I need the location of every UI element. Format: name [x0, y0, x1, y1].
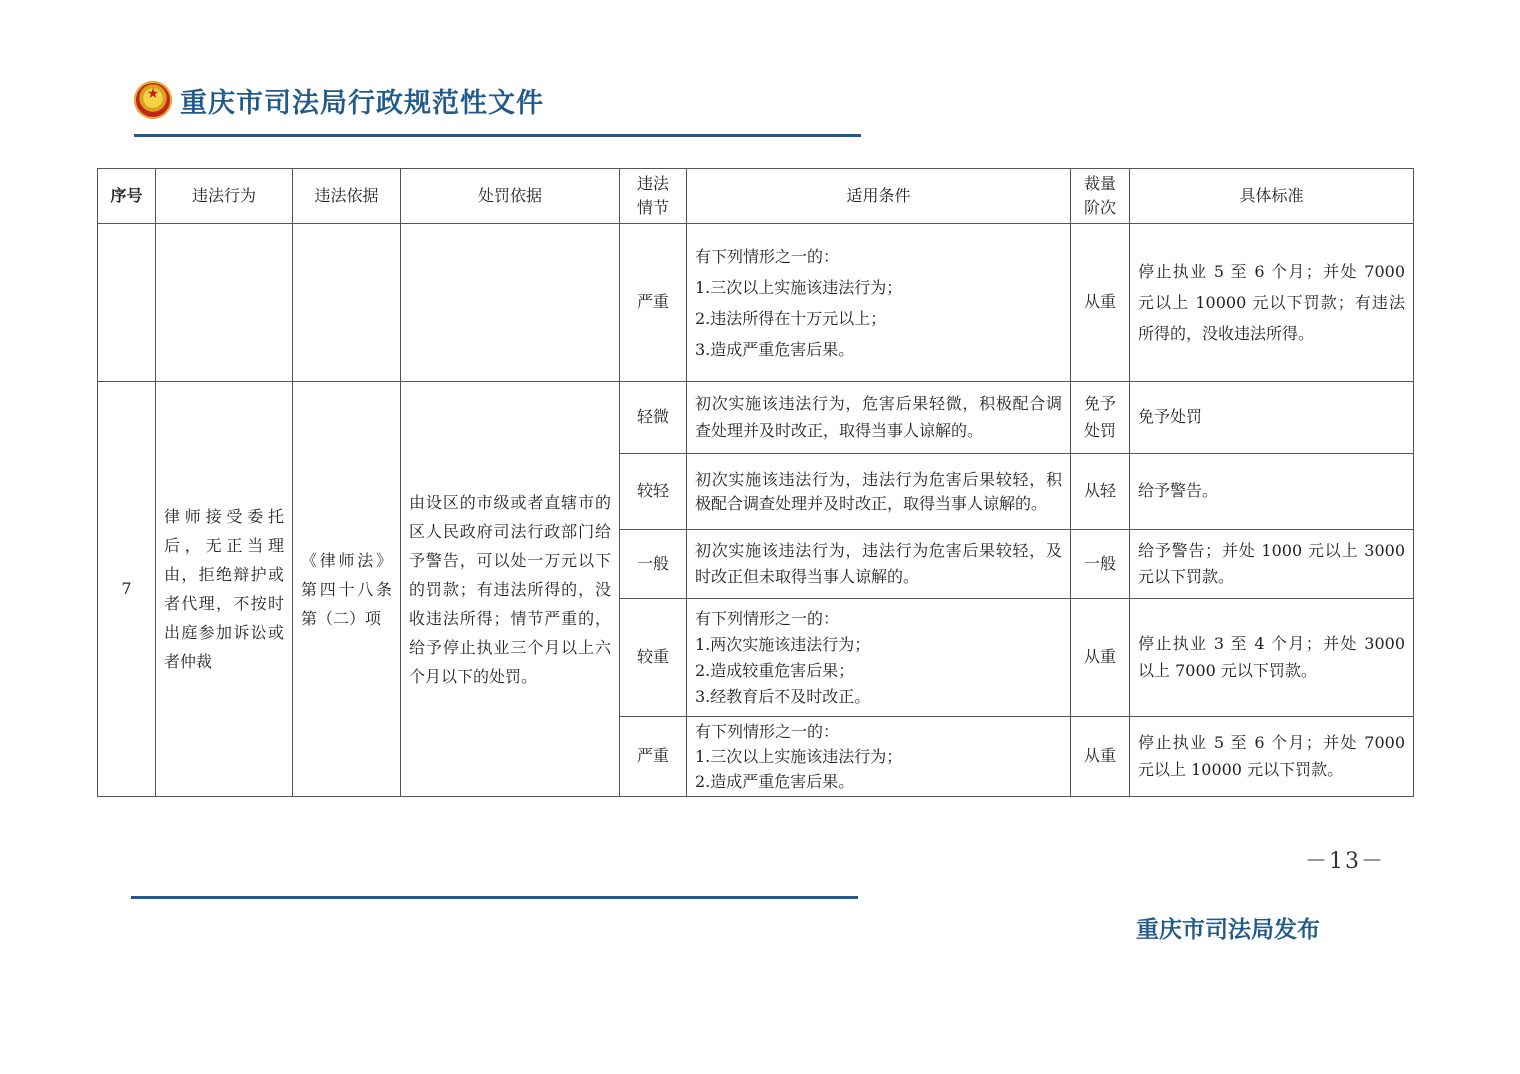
standard-cell: 免予处罚	[1130, 382, 1414, 454]
conditions-cell	[687, 717, 1071, 797]
level-cell: 从重	[1071, 717, 1130, 797]
cell-empty	[401, 224, 620, 382]
header-title: 重庆市司法局行政规范性文件	[180, 87, 544, 119]
condition-line: 1.两次实施该违法行为；	[695, 634, 871, 654]
level-cell: 一般	[1071, 530, 1130, 599]
col-header-circumstance: 违法 情节	[620, 169, 687, 224]
circumstance-cell: 较重	[620, 599, 687, 717]
header-rule	[134, 134, 861, 137]
level-cell: 从轻	[1071, 454, 1130, 530]
national-emblem-icon	[134, 81, 172, 119]
level-cell: 免予 处罚	[1071, 382, 1130, 454]
conditions-cell: 初次实施该违法行为，危害后果轻微，积极配合调查处理并及时改正，取得当事人谅解的。	[687, 382, 1071, 454]
behavior-cell: 律师接受委托后，无正当理由，拒绝辩护或者代理，不按时出庭参加诉讼或者仲裁	[156, 382, 293, 797]
condition-line: 2.造成严重危害后果。	[695, 772, 855, 791]
footer-rule	[131, 896, 858, 899]
col-header-legal-basis: 违法依据	[293, 169, 401, 224]
circumstance-cell: 较轻	[620, 454, 687, 530]
conditions-cell	[687, 224, 1071, 382]
col-header-conditions: 适用条件	[687, 169, 1071, 224]
cell-empty	[98, 224, 156, 382]
table-row	[98, 224, 1414, 382]
condition-line: 有下列情形之一的：	[695, 246, 840, 266]
standard-cell: 停止执业 3 至 4 个月；并处 3000 以上 7000 元以下罚款。	[1130, 599, 1414, 717]
col-header-level: 裁量 阶次	[1071, 169, 1130, 224]
circumstance-cell: 严重	[620, 717, 687, 797]
condition-line: 1.三次以上实施该违法行为；	[695, 747, 903, 766]
penalty-standard-table	[97, 168, 1414, 797]
circumstance-cell: 一般	[620, 530, 687, 599]
document-header	[134, 78, 544, 122]
standard-cell: 给予警告；并处 1000 元以上 3000 元以下罚款。	[1130, 530, 1414, 599]
condition-line: 3.经教育后不及时改正。	[695, 686, 871, 706]
page-number: －13－	[1305, 849, 1385, 874]
legal-basis-cell: 《律师法》第四十八条第（二）项	[293, 382, 401, 797]
condition-line: 1.三次以上实施该违法行为；	[695, 277, 903, 297]
condition-line: 有下列情形之一的：	[695, 608, 840, 628]
standard-cell: 给予警告。	[1130, 454, 1414, 530]
publisher-label: 重庆市司法局发布	[1136, 917, 1320, 943]
circumstance-cell: 轻微	[620, 382, 687, 454]
cell-empty	[156, 224, 293, 382]
table-row	[98, 382, 1414, 454]
cell-empty	[293, 224, 401, 382]
circumstance-cell: 严重	[620, 224, 687, 382]
conditions-cell: 初次实施该违法行为，违法行为危害后果较轻，积极配合调查处理并及时改正，取得当事人谅解的。	[687, 454, 1071, 530]
condition-line: 3.造成严重危害后果。	[695, 339, 855, 359]
condition-line: 有下列情形之一的：	[695, 722, 840, 741]
condition-line: 2.造成较重危害后果；	[695, 660, 855, 680]
col-header-penalty-basis: 处罚依据	[401, 169, 620, 224]
standard-cell: 停止执业 5 至 6 个月；并处 7000 元以上 10000 元以下罚款。	[1130, 717, 1414, 797]
level-cell: 从重	[1071, 599, 1130, 717]
condition-line: 2.违法所得在十万元以上；	[695, 308, 887, 328]
table-header-row	[98, 169, 1414, 224]
standard-cell: 停止执业 5 至 6 个月；并处 7000 元以上 10000 元以下罚款；有违法所得的，没收违法所得。	[1130, 224, 1414, 382]
conditions-cell: 初次实施该违法行为，违法行为危害后果较轻，及时改正但未取得当事人谅解的。	[687, 530, 1071, 599]
penalty-basis-cell: 由设区的市级或者直辖市的区人民政府司法行政部门给予警告，可以处一万元以下的罚款；有违法所得的，没收违法所得；情节严重的，给予停止执业三个月以上六个月以下的处罚。	[401, 382, 620, 797]
col-header-no: 序号	[98, 169, 156, 224]
item-number-cell: 7	[98, 382, 156, 797]
col-header-standard: 具体标准	[1130, 169, 1414, 224]
col-header-behavior: 违法行为	[156, 169, 293, 224]
level-cell: 从重	[1071, 224, 1130, 382]
conditions-cell	[687, 599, 1071, 717]
